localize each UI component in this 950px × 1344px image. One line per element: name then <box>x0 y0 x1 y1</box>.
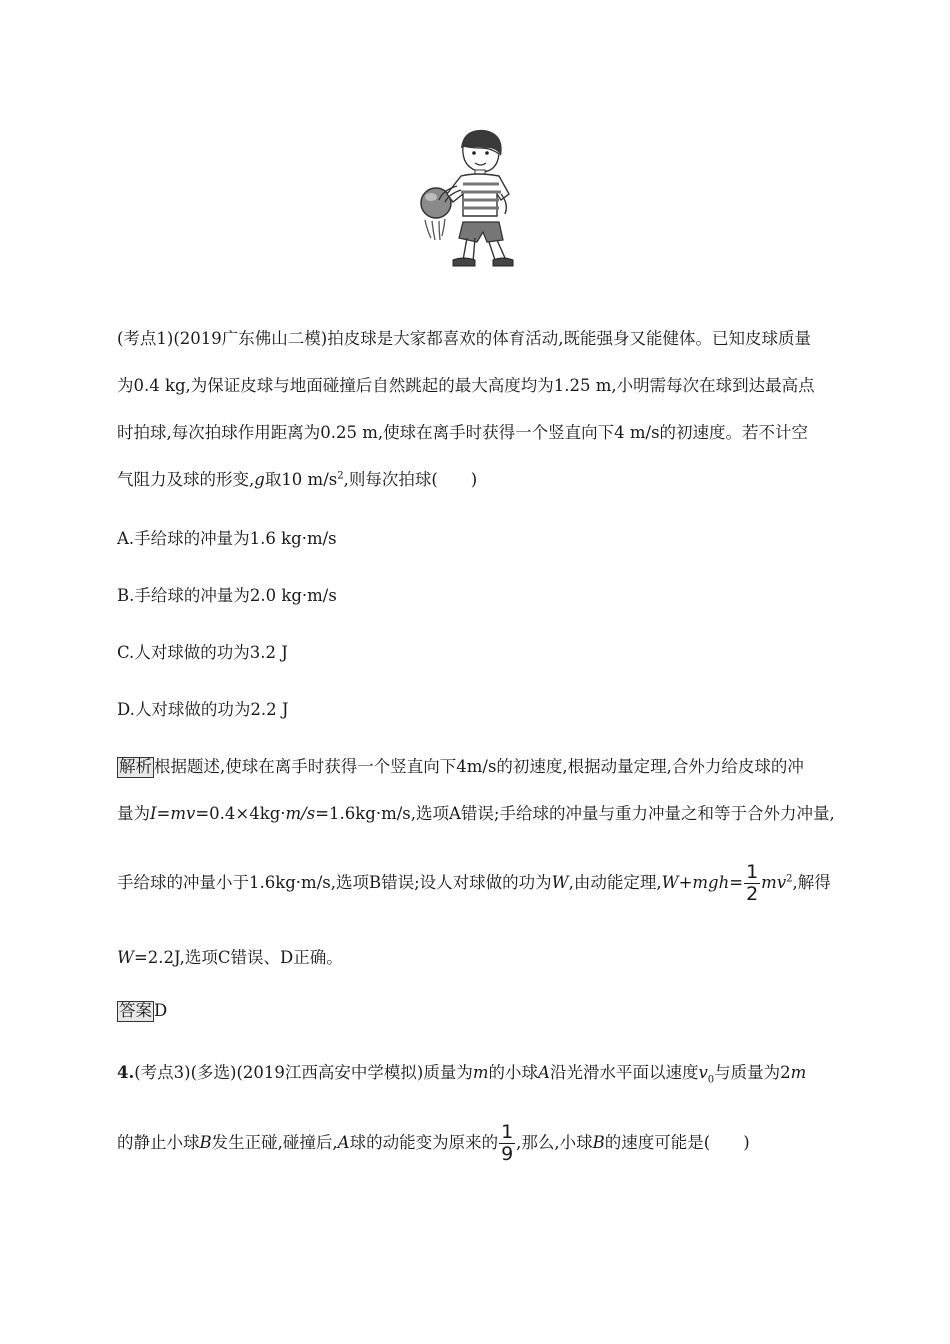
stem-text: 气阻力及球的形变, <box>117 470 255 489</box>
formula-rhs: mv <box>761 872 787 892</box>
superscript: 2 <box>337 470 344 482</box>
answer-tag: 答案 <box>119 1001 152 1020</box>
question-text: (考点3)(多选)(2019江西高安中学模拟)质量为 <box>134 1063 473 1082</box>
option-c: C.人对球做的功为3.2 J <box>117 643 288 662</box>
option-d: D.人对球做的功为2.2 J <box>117 700 289 719</box>
equals-sign: = <box>729 872 744 892</box>
option-b: B.手给球的冲量为2.0 kg·m/s <box>117 586 337 605</box>
question-text: 的小球 <box>488 1063 539 1082</box>
work-symbol: W <box>551 872 569 892</box>
analysis-text: 根据题述,使球在离手时获得一个竖直向下4m/s的初速度,根据动量定理,合外力给皮球的冲 <box>154 757 804 776</box>
analysis-line-4 <box>117 944 343 968</box>
ball-a-symbol: A <box>337 1132 350 1152</box>
question-stem-line-3: 时拍球,每次拍球作用距离为0.25 m,使球在离手时获得一个竖直向下4 m/s的初速度。若不计空 <box>117 423 809 442</box>
fraction-numerator: 1 <box>746 861 759 883</box>
question-text: 的速度可能是( ) <box>604 1132 750 1152</box>
analysis-text: ,由动能定理, <box>568 872 662 892</box>
analysis-line-1 <box>117 753 804 778</box>
stem-text: ,则每次拍球( ) <box>343 470 478 489</box>
unit-text: m/s <box>285 804 316 823</box>
question-text: 的静止小球 <box>117 1132 200 1152</box>
question4-line-2 <box>117 1122 750 1165</box>
mass-symbol: m <box>472 1063 489 1082</box>
analysis-line-3 <box>117 862 831 905</box>
analysis-text: 量为 <box>117 804 150 823</box>
question-text: 沿光滑水平面以速度 <box>549 1063 699 1082</box>
answer-value: D <box>154 1001 168 1020</box>
analysis-text: =0.4×4kg· <box>195 804 286 823</box>
boy-bouncing-ball-illustration <box>405 120 545 285</box>
mass-symbol: m <box>790 1063 807 1082</box>
formula-impulse: I=mv <box>150 804 196 823</box>
work-symbol: W <box>117 948 134 967</box>
ball-b-symbol: B <box>592 1132 605 1152</box>
analysis-text: ,解得 <box>792 872 831 892</box>
question-stem-line-2: 为0.4 kg,为保证皮球与地面碰撞后自然跳起的最大高度均为1.25 m,小明需每次在球到达最高点 <box>117 376 815 395</box>
question-text: 与质量为2 <box>714 1063 791 1082</box>
fraction-numerator: 1 <box>501 1121 514 1143</box>
analysis-tag: 解析 <box>119 757 152 776</box>
fraction-one-ninth <box>499 1122 515 1165</box>
question-stem-line-1: (考点1)(2019广东佛山二模)拍皮球是大家都喜欢的体育活动,既能强身又能健体。已知皮球质量 <box>117 329 811 348</box>
fraction-denominator: 2 <box>746 882 759 905</box>
g-symbol: g <box>254 470 265 489</box>
stem-text: 取10 m/s <box>264 470 338 489</box>
analysis-text: =1.6kg·m/s,选项A错误;手给球的冲量与重力冲量之和等于合外力冲量, <box>315 804 835 823</box>
analysis-line-2 <box>117 800 835 824</box>
fraction-denominator: 9 <box>501 1142 514 1165</box>
subscript: 0 <box>707 1074 715 1086</box>
question-text: ,那么,小球 <box>516 1132 593 1152</box>
superscript: 2 <box>786 873 793 885</box>
question-number: 4. <box>117 1063 135 1082</box>
question4-line-1 <box>117 1059 806 1085</box>
velocity-symbol: v <box>698 1063 708 1082</box>
ball-a-symbol: A <box>538 1063 550 1082</box>
question-text: 球的动能变为原来的 <box>349 1132 499 1152</box>
formula-lhs: W+mgh <box>661 872 730 892</box>
analysis-text: =2.2J,选项C错误、D正确。 <box>133 948 343 967</box>
option-a: A.手给球的冲量为1.6 kg·m/s <box>117 529 337 548</box>
question-text: 发生正碰,碰撞后, <box>211 1132 338 1152</box>
fraction-one-half <box>744 862 760 905</box>
analysis-text: 手给球的冲量小于1.6kg·m/s,选项B错误;设人对球做的功为 <box>117 872 552 892</box>
question-stem-line-4 <box>117 466 477 490</box>
ball-b-symbol: B <box>199 1132 212 1152</box>
answer-line <box>117 1001 167 1022</box>
